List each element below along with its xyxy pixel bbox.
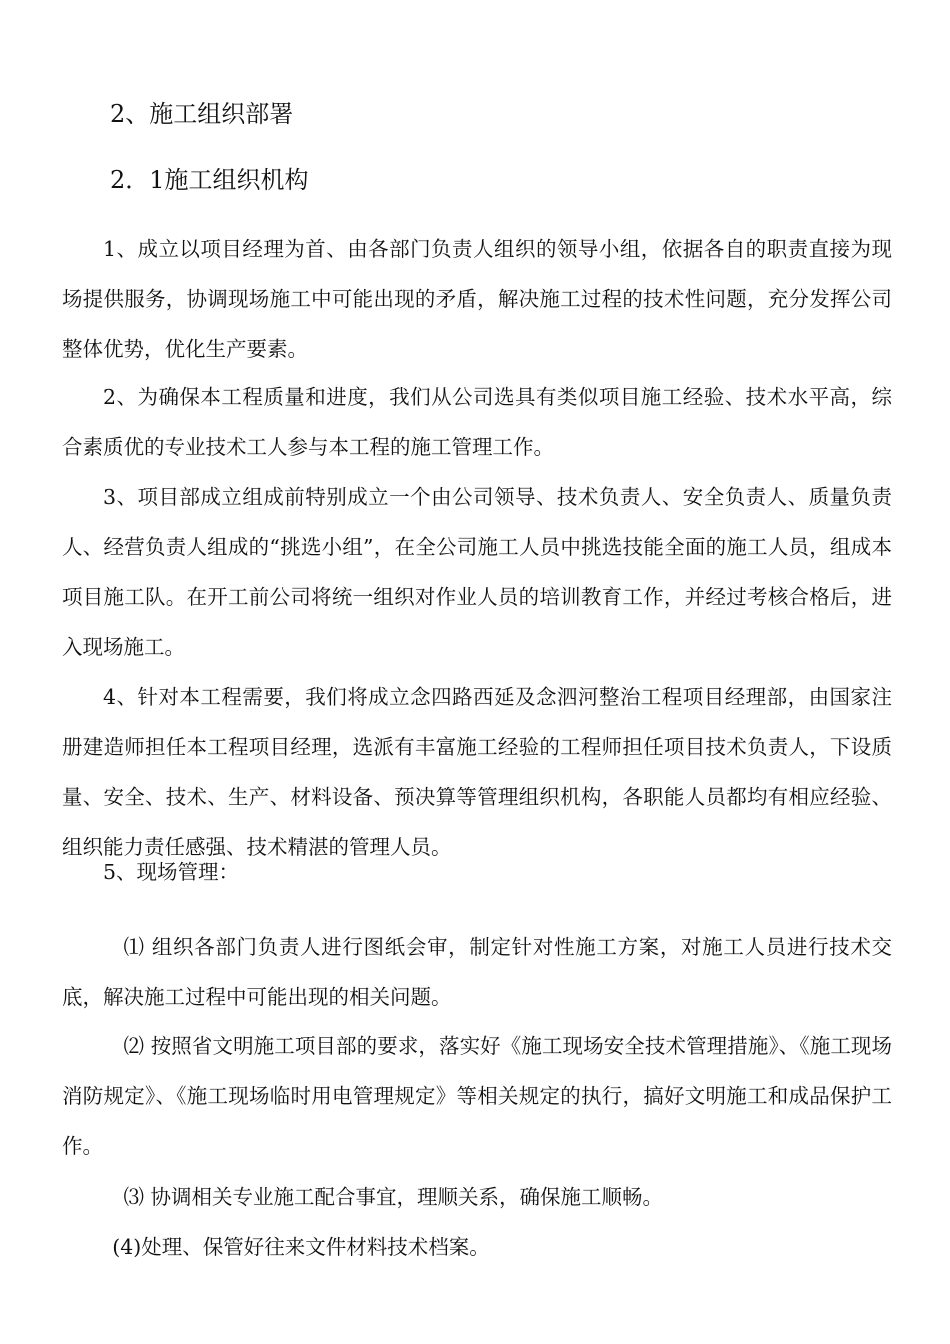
list-item-2: ⑵ 按照省文明施工项目部的要求，落实好《施工现场安全技术管理措施》、《施工现场消防规定》、《施工现场临时用电管理规定》等相关规定的执行，搞好文明施工和成品保护工作。 <box>62 1034 892 1158</box>
list-item-1: ⑴ 组织各部门负责人进行图纸会审，制定针对性施工方案，对施工人员进行技术交底，解决施工过程中可能出现的相关问题。 <box>62 935 892 1009</box>
list-item-3: ⑶ 协调相关专业施工配合事宜，理顺关系，确保施工顺畅。 <box>123 1185 664 1209</box>
paragraph-3: 3、项目部成立组成前特别成立一个由公司领导、技术负责人、安全负责人、质量负责人、经营负责人组成的“挑选小组”，在全公司施工人员中挑选技能全面的施工人员，组成本项目施工队。在开工前公司将统一组织对作业人员的培训教育工作，并经过考核合格后，进入现场施工。 <box>62 485 892 659</box>
paragraph-5: 5、现场管理： <box>103 860 240 884</box>
section-heading: 2、施工组织部署 <box>110 100 294 128</box>
paragraph-1: 1、成立以项目经理为首、由各部门负责人组织的领导小组，依据各自的职责直接为现场提供服务，协调现场施工中可能出现的矛盾，解决施工过程的技术性问题，充分发挥公司整体优势，优化生产要素。 <box>62 237 892 361</box>
subsection-heading: 2．1施工组织机构 <box>110 166 309 194</box>
paragraph-2: 2、为确保本工程质量和进度，我们从公司选具有类似项目施工经验、技术水平高，综合素质优的专业技术工人参与本工程的施工管理工作。 <box>62 385 892 459</box>
paragraph-4: 4、针对本工程需要，我们将成立念四路西延及念泗河整治工程项目经理部，由国家注册建造师担任本工程项目经理，选派有丰富施工经验的工程师担任项目技术负责人，下设质量、安全、技术、生产、材料设备、预决算等管理组织机构，各职能人员都均有相应经验、组织能力责任感强、技术精湛的管理人员。 <box>62 685 892 859</box>
list-item-4: (4)处理、保管好往来文件材料技术档案。 <box>112 1235 490 1259</box>
